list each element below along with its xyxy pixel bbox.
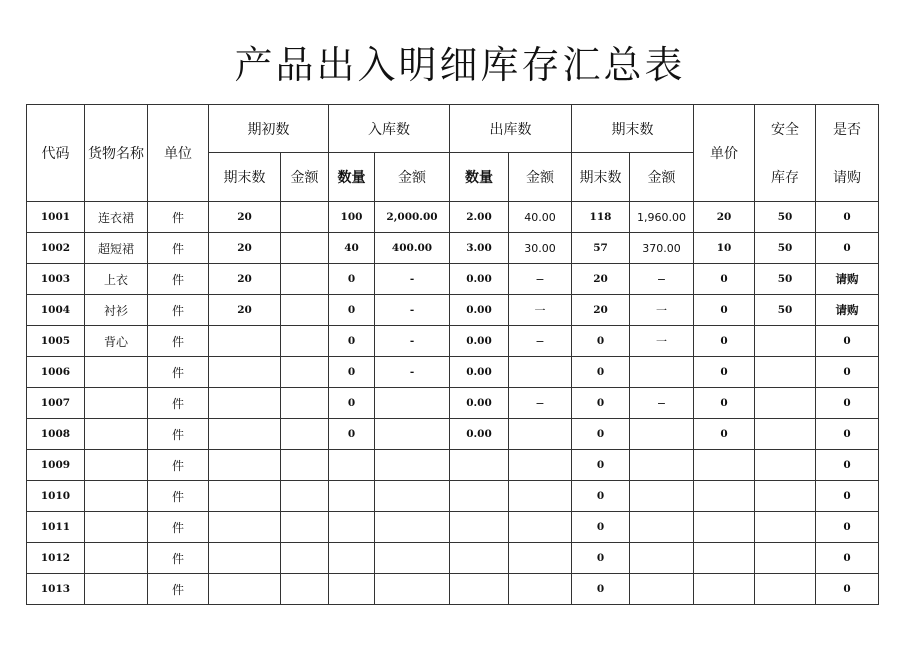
cell-code: 1002 — [27, 233, 85, 264]
header-in-amount: 金额 — [375, 153, 450, 202]
cell-unit: 件 — [148, 388, 209, 419]
cell-price: 20 — [694, 202, 755, 233]
cell-purchase: 0 — [816, 202, 879, 233]
table-row — [27, 326, 879, 357]
cell-purchase: 0 — [816, 419, 879, 450]
cell-purchase: 0 — [816, 543, 879, 574]
table-row — [27, 357, 879, 388]
inventory-table — [26, 104, 879, 605]
cell-opening-qty — [209, 450, 281, 481]
cell-in-qty — [329, 543, 375, 574]
cell-out-qty: 0.00 — [450, 264, 509, 295]
cell-opening-amount — [281, 264, 329, 295]
cell-in-amount — [375, 574, 450, 605]
cell-purchase: 0 — [816, 357, 879, 388]
cell-close-amount — [630, 450, 694, 481]
table-body — [27, 202, 879, 605]
cell-out-amount — [509, 419, 572, 450]
cell-close-amount: − — [630, 264, 694, 295]
table-row — [27, 264, 879, 295]
cell-safety-stock — [755, 450, 816, 481]
header-purchase — [816, 105, 879, 202]
cell-in-amount — [375, 419, 450, 450]
table-row — [27, 481, 879, 512]
cell-purchase: 0 — [816, 481, 879, 512]
cell-safety-stock — [755, 388, 816, 419]
cell-unit: 件 — [148, 450, 209, 481]
page-title: 产品出入明细库存汇总表 — [234, 43, 686, 87]
cell-opening-amount — [281, 388, 329, 419]
cell-close-amount — [630, 419, 694, 450]
header-safety-line2: 库存 — [771, 170, 799, 186]
cell-close-qty: 0 — [572, 357, 630, 388]
header-safety-line1: 安全 — [771, 122, 799, 138]
cell-opening-qty: 20 — [209, 233, 281, 264]
cell-close-amount — [630, 357, 694, 388]
cell-in-amount — [375, 481, 450, 512]
cell-opening-qty: 20 — [209, 264, 281, 295]
cell-price — [694, 574, 755, 605]
cell-close-qty: 20 — [572, 295, 630, 326]
cell-code: 1005 — [27, 326, 85, 357]
cell-in-amount — [375, 388, 450, 419]
cell-close-qty: 0 — [572, 512, 630, 543]
cell-purchase: 请购 — [816, 295, 879, 326]
cell-in-amount: - — [375, 295, 450, 326]
cell-close-qty: 0 — [572, 388, 630, 419]
cell-out-amount — [509, 450, 572, 481]
cell-safety-stock — [755, 357, 816, 388]
cell-name: 超短裙 — [85, 233, 148, 264]
cell-out-qty: 0.00 — [450, 295, 509, 326]
cell-code: 1003 — [27, 264, 85, 295]
cell-unit: 件 — [148, 233, 209, 264]
cell-safety-stock — [755, 326, 816, 357]
cell-name — [85, 512, 148, 543]
cell-price — [694, 543, 755, 574]
cell-code: 1011 — [27, 512, 85, 543]
cell-in-amount — [375, 543, 450, 574]
cell-name — [85, 450, 148, 481]
cell-close-qty: 0 — [572, 326, 630, 357]
cell-price — [694, 512, 755, 543]
cell-out-qty — [450, 512, 509, 543]
header-safety-stock — [755, 105, 816, 202]
cell-out-qty: 0.00 — [450, 388, 509, 419]
cell-in-qty: 0 — [329, 295, 375, 326]
cell-out-amount: 30.00 — [509, 233, 572, 264]
cell-in-qty: 0 — [329, 388, 375, 419]
cell-in-amount — [375, 512, 450, 543]
cell-purchase: 0 — [816, 512, 879, 543]
cell-opening-amount — [281, 543, 329, 574]
cell-code: 1008 — [27, 419, 85, 450]
cell-opening-qty — [209, 388, 281, 419]
cell-close-qty: 0 — [572, 574, 630, 605]
cell-close-qty: 118 — [572, 202, 630, 233]
cell-name — [85, 481, 148, 512]
cell-code: 1010 — [27, 481, 85, 512]
header-in-qty: 数量 — [329, 153, 375, 202]
cell-out-qty: 0.00 — [450, 357, 509, 388]
cell-purchase: 0 — [816, 326, 879, 357]
cell-in-qty — [329, 574, 375, 605]
cell-code: 1007 — [27, 388, 85, 419]
table-row — [27, 388, 879, 419]
cell-out-amount: − — [509, 388, 572, 419]
cell-unit: 件 — [148, 357, 209, 388]
cell-out-amount — [509, 357, 572, 388]
header-code: 代码 — [27, 105, 85, 202]
cell-code: 1001 — [27, 202, 85, 233]
cell-close-amount: 1,960.00 — [630, 202, 694, 233]
cell-opening-qty — [209, 481, 281, 512]
cell-out-qty: 0.00 — [450, 419, 509, 450]
cell-price: 0 — [694, 264, 755, 295]
cell-unit: 件 — [148, 512, 209, 543]
cell-close-amount: 一 — [630, 295, 694, 326]
cell-close-qty: 20 — [572, 264, 630, 295]
cell-purchase: 0 — [816, 450, 879, 481]
cell-in-qty: 100 — [329, 202, 375, 233]
cell-unit: 件 — [148, 574, 209, 605]
cell-in-qty — [329, 481, 375, 512]
cell-opening-qty — [209, 574, 281, 605]
cell-safety-stock — [755, 543, 816, 574]
header-close-qty: 期末数 — [572, 153, 630, 202]
cell-unit: 件 — [148, 481, 209, 512]
header-purchase-line2: 请购 — [833, 170, 861, 186]
cell-opening-qty: 20 — [209, 202, 281, 233]
header-opening-amount: 金额 — [281, 153, 329, 202]
cell-in-qty: 0 — [329, 357, 375, 388]
cell-code: 1013 — [27, 574, 85, 605]
cell-out-amount: 40.00 — [509, 202, 572, 233]
cell-name: 上衣 — [85, 264, 148, 295]
header-inbound: 入库数 — [329, 105, 450, 153]
cell-close-amount — [630, 481, 694, 512]
cell-in-amount — [375, 450, 450, 481]
cell-close-qty: 57 — [572, 233, 630, 264]
table-row — [27, 543, 879, 574]
cell-close-amount: 370.00 — [630, 233, 694, 264]
cell-in-amount: - — [375, 264, 450, 295]
cell-purchase: 请购 — [816, 264, 879, 295]
table-row — [27, 450, 879, 481]
cell-in-amount: 2,000.00 — [375, 202, 450, 233]
cell-safety-stock: 50 — [755, 295, 816, 326]
header-closing: 期末数 — [572, 105, 694, 153]
cell-opening-qty — [209, 326, 281, 357]
cell-in-qty: 0 — [329, 326, 375, 357]
cell-name: 衬衫 — [85, 295, 148, 326]
header-out-qty: 数量 — [450, 153, 509, 202]
cell-unit: 件 — [148, 326, 209, 357]
cell-code: 1012 — [27, 543, 85, 574]
header-opening-qty: 期末数 — [209, 153, 281, 202]
cell-opening-qty — [209, 419, 281, 450]
header-close-amount: 金额 — [630, 153, 694, 202]
cell-opening-amount — [281, 357, 329, 388]
cell-in-amount: - — [375, 326, 450, 357]
cell-close-qty: 0 — [572, 481, 630, 512]
cell-safety-stock: 50 — [755, 264, 816, 295]
cell-close-amount — [630, 574, 694, 605]
cell-unit: 件 — [148, 295, 209, 326]
cell-name: 背心 — [85, 326, 148, 357]
cell-price: 0 — [694, 295, 755, 326]
cell-opening-qty: 20 — [209, 295, 281, 326]
cell-opening-amount — [281, 233, 329, 264]
cell-safety-stock — [755, 574, 816, 605]
cell-out-amount: − — [509, 264, 572, 295]
cell-name — [85, 388, 148, 419]
cell-name — [85, 574, 148, 605]
header-price: 单价 — [694, 105, 755, 202]
cell-opening-amount — [281, 512, 329, 543]
cell-price: 10 — [694, 233, 755, 264]
cell-code: 1004 — [27, 295, 85, 326]
cell-opening-amount — [281, 574, 329, 605]
cell-price: 0 — [694, 326, 755, 357]
cell-safety-stock: 50 — [755, 202, 816, 233]
cell-in-qty: 0 — [329, 264, 375, 295]
cell-unit: 件 — [148, 264, 209, 295]
cell-in-amount: - — [375, 357, 450, 388]
header-outbound: 出库数 — [450, 105, 572, 153]
cell-name — [85, 357, 148, 388]
cell-purchase: 0 — [816, 574, 879, 605]
cell-opening-amount — [281, 326, 329, 357]
table-row — [27, 512, 879, 543]
cell-safety-stock — [755, 512, 816, 543]
header-unit: 单位 — [148, 105, 209, 202]
header-goods-name: 货物名称 — [85, 105, 148, 202]
cell-name: 连衣裙 — [85, 202, 148, 233]
cell-unit: 件 — [148, 543, 209, 574]
cell-code: 1009 — [27, 450, 85, 481]
header-out-amount: 金额 — [509, 153, 572, 202]
cell-close-amount — [630, 512, 694, 543]
cell-close-qty: 0 — [572, 543, 630, 574]
cell-opening-amount — [281, 450, 329, 481]
cell-close-qty: 0 — [572, 419, 630, 450]
cell-out-qty — [450, 543, 509, 574]
table-row — [27, 574, 879, 605]
cell-close-amount — [630, 543, 694, 574]
cell-price: 0 — [694, 357, 755, 388]
cell-close-amount: 一 — [630, 326, 694, 357]
cell-in-amount: 400.00 — [375, 233, 450, 264]
cell-name — [85, 543, 148, 574]
cell-price — [694, 450, 755, 481]
cell-opening-amount — [281, 295, 329, 326]
cell-safety-stock — [755, 419, 816, 450]
cell-out-amount: 一 — [509, 295, 572, 326]
cell-price: 0 — [694, 388, 755, 419]
cell-opening-amount — [281, 202, 329, 233]
cell-out-amount: − — [509, 326, 572, 357]
cell-unit: 件 — [148, 202, 209, 233]
table-header — [27, 105, 879, 202]
cell-out-qty — [450, 450, 509, 481]
table-row — [27, 295, 879, 326]
cell-in-qty — [329, 450, 375, 481]
cell-safety-stock: 50 — [755, 233, 816, 264]
cell-out-qty — [450, 481, 509, 512]
cell-out-qty: 2.00 — [450, 202, 509, 233]
cell-price: 0 — [694, 419, 755, 450]
cell-opening-qty — [209, 357, 281, 388]
cell-safety-stock — [755, 481, 816, 512]
cell-out-amount — [509, 574, 572, 605]
cell-code: 1006 — [27, 357, 85, 388]
cell-purchase: 0 — [816, 388, 879, 419]
cell-purchase: 0 — [816, 233, 879, 264]
header-purchase-line1: 是否 — [833, 122, 861, 138]
table-row — [27, 419, 879, 450]
cell-out-qty: 3.00 — [450, 233, 509, 264]
cell-unit: 件 — [148, 419, 209, 450]
cell-opening-qty — [209, 512, 281, 543]
cell-opening-qty — [209, 543, 281, 574]
cell-out-amount — [509, 481, 572, 512]
cell-name — [85, 419, 148, 450]
header-opening: 期初数 — [209, 105, 329, 153]
cell-in-qty: 40 — [329, 233, 375, 264]
cell-out-qty — [450, 574, 509, 605]
cell-close-qty: 0 — [572, 450, 630, 481]
cell-in-qty: 0 — [329, 419, 375, 450]
cell-close-amount: − — [630, 388, 694, 419]
cell-price — [694, 481, 755, 512]
cell-opening-amount — [281, 419, 329, 450]
cell-opening-amount — [281, 481, 329, 512]
table-row — [27, 202, 879, 233]
cell-in-qty — [329, 512, 375, 543]
cell-out-amount — [509, 543, 572, 574]
cell-out-qty: 0.00 — [450, 326, 509, 357]
cell-out-amount — [509, 512, 572, 543]
table-row — [27, 233, 879, 264]
